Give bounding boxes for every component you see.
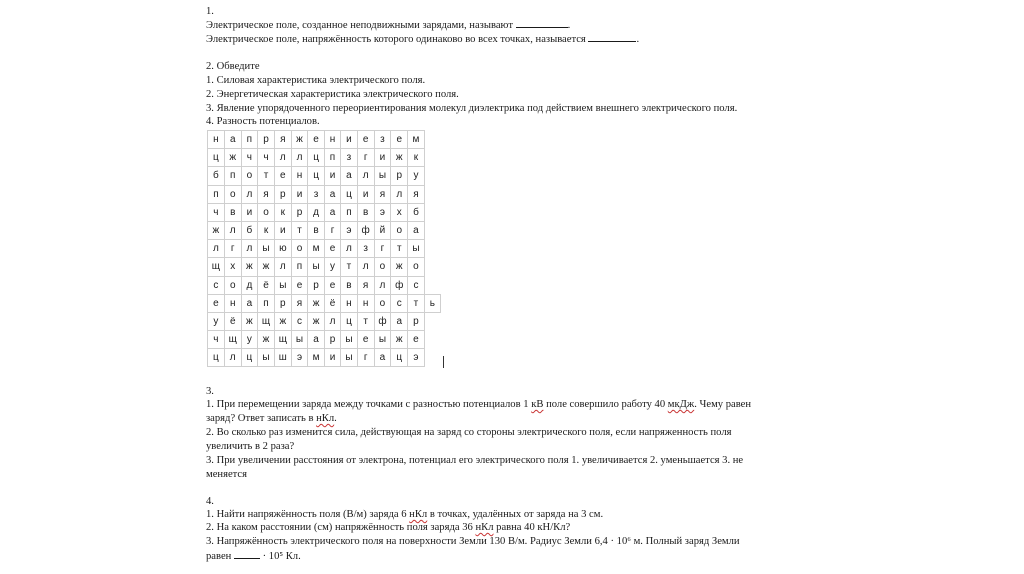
grid-row [208,240,441,258]
grid-cell: ь [424,294,440,312]
grid-cell: е [308,131,325,149]
grid-cell: п [258,294,275,312]
grid-cell: э [341,221,358,239]
grid-cell: ж [258,258,275,276]
grid-cell: о [391,221,408,239]
section-3-number: 3. [206,386,214,397]
grid-cell: э [374,203,391,221]
grid-cell: р [274,294,291,312]
grid-cell: ю [274,240,291,258]
grid-cell: у [408,167,425,185]
question-text: 2. На каком расстоянии (см) напряжённость поля заряда 36 [206,522,473,533]
grid-cell: л [224,221,241,239]
section-2-item-3: 3. Явление упорядоченного переориентирования молекул диэлектрика под действием внешнего электрического поля. [206,103,738,114]
grid-cell: ё [324,294,340,312]
grid-cell: з [374,131,391,149]
grid-cell: т [391,240,408,258]
grid-cell: ы [341,349,358,367]
section-4-question-3-line-1: 3. Напряжённость электрического поля на поверхности Земли 130 В/м. Радиус Земли 6,4 · 10⁶ м. Полный заряд Земли [206,536,740,547]
grid-cell: а [324,185,340,203]
grid-row [208,167,441,185]
grid-cell: и [357,185,374,203]
grid-cell: ц [308,149,325,167]
grid-row [208,185,441,203]
grid-cell: я [274,131,291,149]
grid-cell: л [324,312,340,330]
grid-cell: с [391,294,408,312]
grid-cell: л [391,185,408,203]
grid-cell: т [291,221,308,239]
grid-cell: е [274,167,291,185]
grid-cell: ы [341,331,358,349]
grid-cell: а [341,167,358,185]
grid-cell: з [357,240,374,258]
section-3-question-3-line-2: меняется [206,469,247,480]
question-text: равна 40 кН/Кл? [496,522,571,533]
grid-cell: л [241,240,257,258]
grid-row [208,349,441,367]
grid-cell: е [357,131,374,149]
grid-cell: ч [208,203,225,221]
grid-cell: л [341,240,358,258]
grid-cell: к [408,149,425,167]
grid-row [208,312,441,330]
grid-cell: т [341,258,358,276]
grid-cell: п [324,149,340,167]
grid-row [208,276,441,294]
grid-cell: и [291,185,308,203]
grid-cell: и [324,167,340,185]
grid-cell: е [208,294,225,312]
grid-cell: ж [308,294,325,312]
grid-cell: ж [241,312,257,330]
grid-cell: с [208,276,225,294]
grid-cell: и [374,149,391,167]
grid-cell: щ [258,312,275,330]
grid-cell: ж [208,221,225,239]
grid-cell: ы [408,240,425,258]
grid-cell: е [291,276,308,294]
grid-cell: е [357,331,374,349]
grid-cell: п [208,185,225,203]
grid-cell: ж [391,331,408,349]
grid-cell: а [391,312,408,330]
grid-cell: к [258,221,275,239]
grid-cell: п [341,203,358,221]
grid-cell: с [291,312,308,330]
question-text: поле совершило работу 40 [546,399,666,410]
grid-cell: ц [341,185,358,203]
grid-cell: п [224,167,241,185]
grid-cell: е [408,331,425,349]
grid-cell: р [324,331,340,349]
grid-cell: о [374,258,391,276]
grid-cell: н [224,294,241,312]
grid-cell: г [357,149,374,167]
grid-cell: п [291,258,308,276]
grid-cell: р [391,167,408,185]
grid-cell: е [391,131,408,149]
section-2-item-4: 4. Разность потенциалов. [206,116,320,127]
grid-cell: н [357,294,374,312]
grid-cell: в [308,221,325,239]
grid-cell: ы [374,167,391,185]
punctuation: . [636,34,640,45]
grid-cell: д [308,203,325,221]
question-text: . Чему равен [694,399,752,410]
grid-cell: у [324,258,340,276]
grid-cell: я [374,185,391,203]
grid-cell: л [208,240,225,258]
question-text: Электрическое поле, напряжённость которого одинаково во всех точках, называется [206,34,586,45]
grid-cell: н [324,131,340,149]
grid-cell: ш [274,349,291,367]
grid-cell: л [374,276,391,294]
grid-cell: ц [391,349,408,367]
grid-cell: щ [208,258,225,276]
section-4-question-1 [206,508,603,521]
grid-row [208,294,441,312]
grid-cell: е [324,276,340,294]
grid-cell: ч [241,149,257,167]
text-cursor [443,356,444,368]
grid-row [208,149,441,167]
grid-cell: ё [224,312,241,330]
unit-nkl: нКл [475,522,494,533]
grid-cell: ж [241,258,257,276]
section-1-question-1 [206,18,570,32]
grid-cell: ф [357,221,374,239]
grid-cell: ц [208,149,225,167]
grid-cell: ж [391,258,408,276]
grid-cell: о [258,203,275,221]
grid-cell: б [241,221,257,239]
grid-cell: а [324,203,340,221]
grid-cell: я [258,185,275,203]
grid-cell: х [224,258,241,276]
grid-cell: ж [274,312,291,330]
grid-cell: е [324,240,340,258]
question-text: в точках, удалённых от заряда на 3 см. [429,509,604,520]
grid-cell: г [324,221,340,239]
grid-cell: р [291,203,308,221]
grid-cell: л [291,149,308,167]
grid-cell: ж [308,312,325,330]
grid-cell: и [241,203,257,221]
section-2-item-1: 1. Силовая характеристика электрического поля. [206,75,426,86]
grid-cell: ж [258,331,275,349]
unit-kv: кВ [531,399,544,410]
grid-cell: о [374,294,391,312]
grid-cell: л [357,258,374,276]
grid-cell: л [274,149,291,167]
grid-cell: в [224,203,241,221]
question-text: равен [206,551,232,562]
grid-cell: т [408,294,425,312]
grid-cell: ж [291,131,308,149]
grid-cell: л [274,258,291,276]
grid-cell: с [408,276,425,294]
punctuation: . [567,20,571,31]
grid-cell: р [308,276,325,294]
grid-cell: а [224,131,241,149]
grid-cell: а [408,221,425,239]
question-text: 1. Найти напряжённость поля (В/м) заряда 6 [206,509,407,520]
section-2-item-2: 2. Энергетическая характеристика электрического поля. [206,89,459,100]
grid-row [208,203,441,221]
grid-cell: ч [208,331,225,349]
grid-cell: р [274,185,291,203]
grid-cell: э [291,349,308,367]
section-3-question-2-line-1: 2. Во сколько раз изменится сила, действующая на заряд со стороны электрического поля, если напряженность поля [206,427,732,438]
grid-cell: й [374,221,391,239]
grid-cell: р [258,131,275,149]
section-2-title: 2. Обведите [206,61,260,72]
answer-blank [234,549,260,559]
grid-row [208,331,441,349]
unit-mkdj: мкДж [667,399,695,410]
grid-row [208,131,441,149]
grid-cell: ы [258,349,275,367]
grid-cell: а [241,294,257,312]
section-3-question-3-line-1: 3. При увеличении расстояния от электрона, потенциал его электрического поля 1. увеличивается 2. уменьшается 3. не [206,455,744,466]
grid-cell: щ [224,331,241,349]
grid-cell: ж [391,149,408,167]
grid-cell: э [408,349,425,367]
question-text: 1. При перемещении заряда между точками с разностью потенциалов 1 [206,399,529,410]
grid-cell: н [208,131,225,149]
grid-cell: ж [224,149,241,167]
grid-row [208,258,441,276]
answer-blank [516,18,568,28]
section-4-question-3-line-2 [206,549,301,563]
section-1-question-2 [206,32,639,46]
grid-cell: ц [341,312,358,330]
grid-cell: п [241,131,257,149]
word-search-grid [207,130,441,367]
grid-cell: я [357,276,374,294]
grid-cell: м [308,240,325,258]
grid-cell: у [208,312,225,330]
grid-cell: ц [241,349,257,367]
grid-cell: и [341,131,358,149]
grid-cell: т [258,167,275,185]
grid-cell: о [408,258,425,276]
grid-row [208,221,441,239]
unit-nkl: нКл [316,413,335,424]
question-text: · 10⁵ Кл. [262,551,301,562]
grid-cell: н [341,294,358,312]
grid-cell: р [408,312,425,330]
grid-cell: о [224,276,241,294]
grid-cell: ч [258,149,275,167]
grid-cell: я [408,185,425,203]
section-4-number: 4. [206,496,214,507]
grid-cell: ы [308,258,325,276]
grid-cell: в [341,276,358,294]
grid-cell: м [408,131,425,149]
grid-cell: м [308,349,325,367]
question-text: Электрическое поле, созданное неподвижными зарядами, называют [206,20,513,31]
grid-cell: н [291,167,308,185]
grid-cell: т [357,312,374,330]
unit-nkl: нКл [409,509,428,520]
grid-cell: з [308,185,325,203]
section-4-question-2 [206,521,570,534]
section-1-number: 1. [206,6,214,17]
grid-cell: б [408,203,425,221]
grid-cell: ф [391,276,408,294]
section-3-question-1-line-1 [206,398,751,411]
grid-cell: в [357,203,374,221]
grid-cell: о [241,167,257,185]
grid-cell: о [224,185,241,203]
grid-cell: ё [258,276,275,294]
grid-cell: з [341,149,358,167]
grid-cell: х [391,203,408,221]
grid-cell: ц [208,349,225,367]
grid-cell: к [274,203,291,221]
answer-blank [588,32,636,42]
grid-cell: щ [274,331,291,349]
grid-cell: а [308,331,325,349]
grid-cell: д [241,276,257,294]
question-text: заряд? Ответ записать в [206,413,314,424]
grid-cell: ы [258,240,275,258]
grid-cell: ц [308,167,325,185]
grid-cell: л [241,185,257,203]
section-3-question-1-line-2 [206,412,337,425]
grid-cell: б [208,167,225,185]
grid-cell: и [324,349,340,367]
grid-cell: а [374,349,391,367]
grid-cell: л [224,349,241,367]
grid-cell: ы [274,276,291,294]
grid-cell: г [224,240,241,258]
grid-cell: ы [291,331,308,349]
grid-cell: ф [374,312,391,330]
grid-cell: г [374,240,391,258]
grid-cell: ы [374,331,391,349]
punctuation: . [334,413,337,424]
grid-cell: у [241,331,257,349]
section-3-question-2-line-2: увеличить в 2 раза? [206,441,295,452]
grid-cell: о [291,240,308,258]
grid-cell: я [291,294,308,312]
grid-cell: и [274,221,291,239]
grid-cell: г [357,349,374,367]
grid-cell: л [357,167,374,185]
